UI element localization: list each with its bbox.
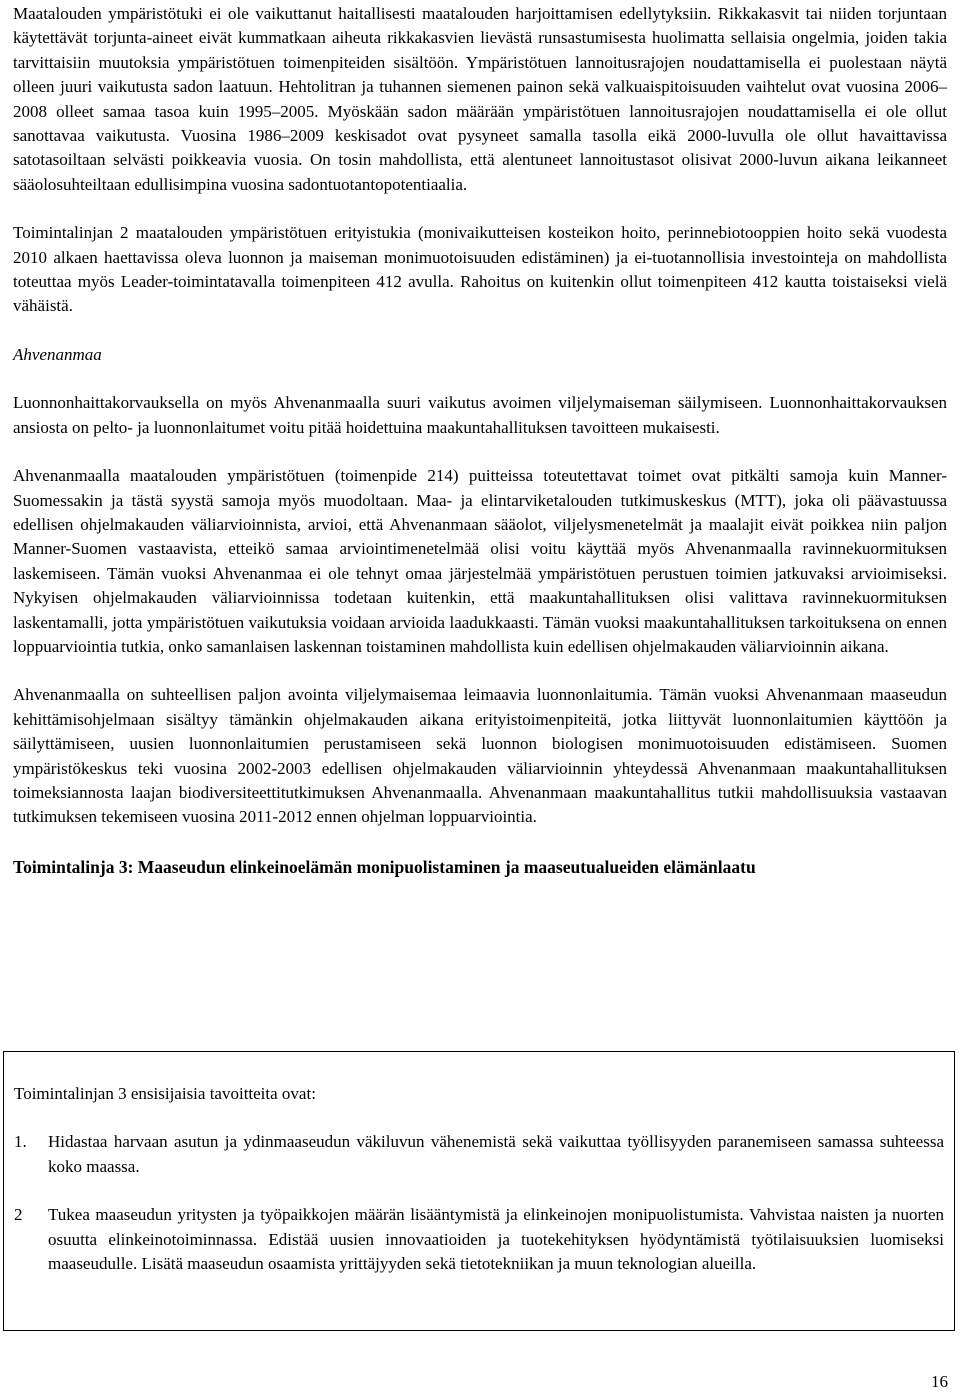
paragraph-environmental-support-effects: Maatalouden ympäristötuki ei ole vaikuttanut haitallisesti maatalouden harjoittamisen edellytyksiin. Rikkakasvit tai niiden torjuntaan käytettävät torjunta-aineet eivät kummatkaan aiheuta rikkakasvien lievästä runsastumisesta huolimatta sellaisia ongelmia, joiden takia tarvittaisiin muutoksia ympäristötuen toimenpiteiden sisältöön. Ympäristötuen lannoitusrajojen noudattamisella ei puolestaan näytä olleen juuri vaikutusta sadon laatuun. Hehtolitran ja tuhannen siemenen painon sekä valkuaispitoisuuden vaihtelut ovat vuosina 2006–2008 olleet samaa tasoa kuin 1995–2005. Myöskään sadon määrään ympäristötuen lannoitusrajojen noudattamisella ei ole ollut sanottavaa vaikutusta. Vuosina 1986–2009 keskisadot ovat pysyneet samalla tasolla eikä 2000-luvulla ole ollut havaittavissa satotasoiltaan selvästi poikkeavia vuosia. On tosin mahdollista, että alentuneet lannoitustasot olisivat 2000-luvun aikana leikanneet sääolosuhteiltaan edullisimpina vuosina sadontuotantopotentiaalia. [13, 4, 947, 194]
paragraph-priority-axis-2-special-support: Toimintalinjan 2 maatalouden ympäristötuen erityistukia (monivaikutteisen kosteikon hoito, perinnebiotooppien hoito sekä vuodesta 2010 alkaen haettavissa oleva luonnon ja maiseman monimuotoisuuden edistäminen) ja ei-tuotannollisia investointeja on mahdollista toteuttaa myös Leader-toimintatavalla toimenpiteen 412 avulla. Rahoitus on kuitenkin ollut toimenpiteen 412 kautta toistaiseksi vielä vähäistä. [13, 223, 947, 316]
objectives-intro: Toimintalinjan 3 ensisijaisia tavoitteita ovat: [14, 1084, 316, 1103]
section-heading-priority-axis-3: Toimintalinja 3: Maaseudun elinkeinoelämän monipuolistaminen ja maaseutualueiden elämänlaatu [13, 856, 756, 877]
document-page [13, 0, 947, 879]
list-item-text: Tukea maaseudun yritysten ja työpaikkojen määrän lisääntymistä ja elinkeinojen monipuolistumista. Vahvistaa naisten ja nuorten osuutta elinkeinotoiminnassa. Edistää uusien innovaatioiden ja tuotekehityksen hyödyntämistä työtilaisuuksien luomiseksi maaseudulle. Lisätä maaseudun osaamista yrittäjyyden sekä tietotekniikan ja muun teknologian alueilla. [48, 1205, 944, 1274]
paragraph-ahvenanmaa-pastures: Ahvenanmaalla on suhteellisen paljon avointa viljelymaisemaa leimaavia luonnonlaitumia. Tämän vuoksi Ahvenanmaan maaseudun kehittämisohjelmaan sisältyy tämänkin ohjelmakauden aikana erityistoimenpiteitä, jotka liittyvät luonnonlaitumien käyttöön ja säilyttämiseen, uusien luonnonlaitumien perustamiseen sekä luonnon biologisen monimuotoisuuden edistämiseen. Suomen ympäristökeskus teki vuosina 2002-2003 edellisen ohjelmakauden väliarvioinnin yhteydessä Ahvenanmaan maakuntahallituksen toimeksiannosta laajan biodiversiteettitutkimuksen Ahvenanmaalla. Ahvenanmaan maakuntahallitus tutkii mahdollisuuksia vastaavan tutkimuksen tekemiseen vuosina 2011-2012 ennen ohjelman loppuarviointia. [13, 685, 947, 827]
list-item [14, 1130, 944, 1179]
objectives-box-content [14, 1082, 944, 1276]
paragraph-ahvenanmaa-measure-214: Ahvenanmaalla maatalouden ympäristötuen (toimenpide 214) puitteissa toteutettavat toimet ovat pitkälti samoja kuin Manner-Suomessakin ja tästä syystä samoja myös muodoltaan. Maa- ja elintarviketalouden tutkimuskeskus (MTT), joka oli päävastuussa edellisen ohjelmakauden väliarvioinnista, arvioi, että Ahvenanmaan sääolot, viljelysmenetelmät ja maalajit eivät poikkea niin paljon Manner-Suomen vastaavista, etteikö samaa arviointimenetelmää olisi voitu käyttää myös Ahvenanmaalla ravinnekuormituksen laskemiseen. Tämän vuoksi Ahvenanmaa ei ole tehnyt omaa järjestelmää ympäristötuen perustuen toimien jatkuvaksi arvioimiseksi. Nykyisen ohjelmakauden väliarvioinnissa todetaan kuitenkin, että maakuntahallituksen olisi valittava ravinnekuormituksen laskentamalli, jotta ympäristötuen vaikutuksia voidaan arvioida laadukkaasti. Tämän vuoksi maakuntahallituksen tarkoituksena on ennen loppuarviointia tutkia, onko samanlaisen laskennan toistaminen mahdollista kuin edellisen ohjelmakauden väliarvioinnin aikana. [13, 466, 947, 656]
page-number: 16 [931, 1372, 948, 1391]
list-item-text: Hidastaa harvaan asutun ja ydinmaaseudun väkiluvun vähenemistä sekä vaikuttaa työllisyyden paranemiseen samassa suhteessa koko maassa. [48, 1132, 944, 1176]
list-item-number: 2 [14, 1205, 23, 1225]
objectives-box [3, 1051, 955, 1331]
paragraph-natural-handicap-payment: Luonnonhaittakorvauksella on myös Ahvenanmaalla suuri vaikutus avoimen viljelymaiseman säilymiseen. Luonnonhaittakorvauksen ansiosta on pelto- ja luonnonlaitumet voitu pitää hoidettuina maakuntahallituksen tavoitteen mukaisesti. [13, 393, 947, 437]
list-item-number: 1. [14, 1132, 27, 1152]
list-item [14, 1203, 944, 1276]
section-heading-ahvenanmaa: Ahvenanmaa [13, 344, 102, 364]
